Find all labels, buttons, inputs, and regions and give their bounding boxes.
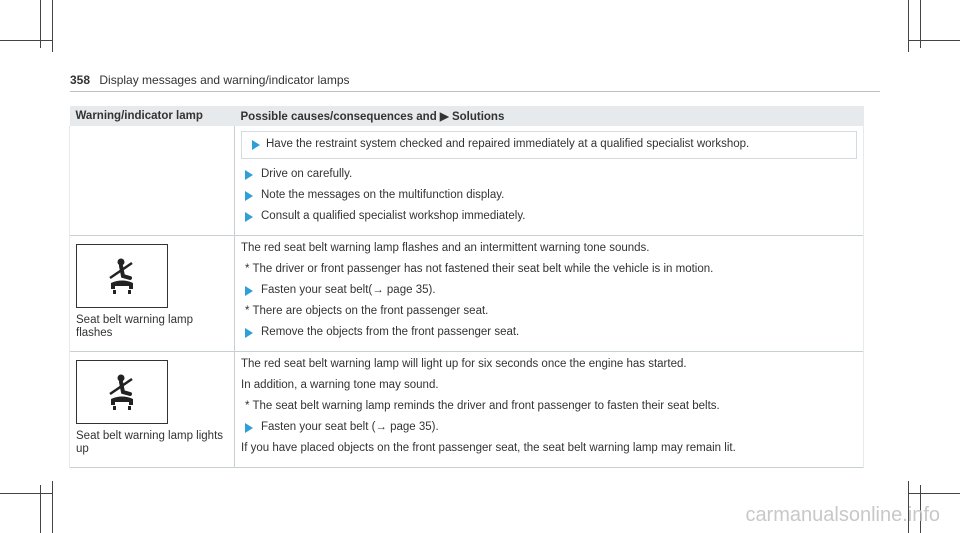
cause-text: * The seat belt warning lamp reminds the driver and front passenger to fasten their seat belts. — [245, 400, 720, 412]
description-text: In addition, a warning tone may sound. — [241, 379, 439, 391]
solution-item: Fasten your seat belt(→ page 35). — [241, 283, 857, 298]
header-divider — [70, 91, 880, 92]
solution-item: Note the messages on the multifunction display. — [241, 188, 857, 203]
solution-arrow-icon — [245, 328, 253, 338]
seat-belt-warning-icon — [76, 360, 168, 424]
lamp-label: Seat belt warning lamp lights up — [76, 430, 224, 455]
solution-arrow-icon — [245, 170, 253, 180]
page-header — [70, 73, 350, 87]
lamp-cell — [70, 352, 235, 468]
cause-text: * The driver or front passenger has not fastened their seat belt while the vehicle is in motion. — [245, 263, 714, 275]
description-text: The red seat belt warning lamp will light up for six seconds once the engine has started. — [241, 358, 687, 370]
description-text: The red seat belt warning lamp flashes and an intermittent warning tone sounds. — [241, 242, 650, 254]
boxed-instruction — [241, 131, 857, 159]
table-row — [70, 352, 864, 468]
solution-arrow-icon — [252, 140, 260, 150]
causes-cell — [235, 236, 864, 352]
crop-mark — [0, 493, 52, 494]
solution-arrow-icon — [245, 423, 253, 433]
crop-mark — [52, 0, 53, 52]
cause-text: * There are objects on the front passenger seat. — [245, 305, 489, 317]
table-row — [70, 126, 864, 236]
lamp-cell — [70, 236, 235, 352]
warning-lamp-table — [69, 106, 864, 468]
solution-item: Fasten your seat belt (→ page 35). — [241, 420, 857, 435]
solution-item: Remove the objects from the front passenger seat. — [241, 325, 857, 340]
causes-cell — [235, 126, 864, 236]
solution-item: Consult a qualified specialist workshop immediately. — [241, 209, 857, 224]
solution-arrow-icon — [245, 191, 253, 201]
seat-belt-warning-icon — [76, 244, 168, 308]
column-header-lamp: Warning/indicator lamp — [70, 106, 235, 126]
crop-mark — [0, 40, 52, 41]
lamp-label: Seat belt warning lamp flashes — [76, 314, 193, 339]
solution-arrow-icon — [245, 286, 253, 296]
watermark: carmanualsonline.info — [745, 504, 940, 526]
crop-mark — [908, 0, 909, 52]
causes-cell — [235, 352, 864, 468]
boxed-instruction-text: Have the restraint system checked and repaired immediately at a qualified specialist workshop. — [266, 138, 750, 150]
crop-mark — [908, 40, 960, 41]
table-header-row — [70, 106, 864, 126]
solution-item: Drive on carefully. — [241, 167, 857, 182]
lamp-cell-empty — [70, 126, 235, 236]
table-row — [70, 236, 864, 352]
page-title: Display messages and warning/indicator lamps — [99, 73, 350, 87]
solution-arrow-icon — [245, 212, 253, 222]
page-number: 358 — [70, 73, 91, 87]
crop-mark — [908, 493, 960, 494]
description-text: If you have placed objects on the front passenger seat, the seat belt warning lamp may remain lit. — [241, 442, 736, 454]
crop-mark — [52, 481, 53, 533]
column-header-causes: Possible causes/consequences and ▶ Solutions — [235, 106, 864, 126]
